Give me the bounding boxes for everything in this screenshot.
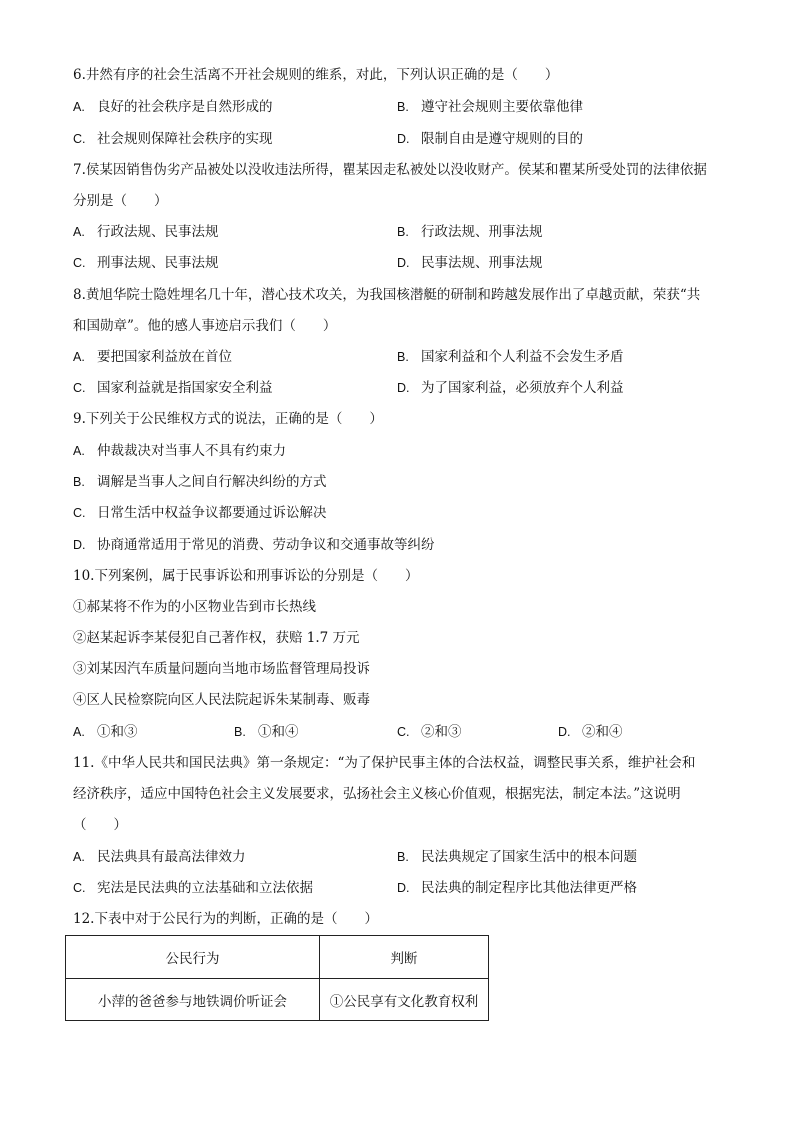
option-text: ②和④	[582, 724, 623, 740]
option-text: 为了国家利益，必须放弃个人利益	[421, 380, 624, 396]
q10-item-4: ④区人民检察院向区人民法院起诉朱某制毒、贩毒	[73, 692, 370, 708]
table-header-judgment: 判断	[320, 936, 489, 979]
q6-option-c[interactable]	[73, 129, 273, 149]
option-key: C.	[73, 881, 86, 895]
option-key: A.	[73, 100, 85, 114]
question-11-stem-line3: （ ）	[73, 817, 127, 833]
q8-option-b[interactable]	[397, 347, 624, 367]
option-key: B.	[397, 850, 409, 864]
option-key: B.	[397, 350, 409, 364]
q7-option-c[interactable]	[73, 253, 219, 273]
option-text: 仲裁裁决对当事人不具有约束力	[97, 443, 286, 459]
option-text: ①和③	[97, 724, 138, 740]
q8-option-a[interactable]	[73, 347, 232, 367]
question-7-stem-line2: 分别是（ ）	[73, 193, 168, 209]
option-key: A.	[73, 850, 85, 864]
q10-item-2: ②赵某起诉李某侵犯自己著作权，获赔 1.7 万元	[73, 630, 360, 646]
option-text: 国家利益就是指国家安全利益	[97, 380, 273, 396]
option-text: 刑事法规、民事法规	[97, 255, 219, 271]
table-header-behavior: 公民行为	[66, 936, 320, 979]
option-key: B.	[73, 475, 85, 489]
q10-option-d[interactable]	[558, 722, 623, 742]
option-text: 民法典的制定程序比其他法律更严格	[421, 880, 637, 896]
q10-item-1: ①郝某将不作为的小区物业告到市长热线	[73, 599, 316, 615]
option-text: 社会规则保障社会秩序的实现	[97, 131, 273, 147]
q8-option-d[interactable]	[397, 378, 624, 398]
question-8-stem-line2: 和国勋章”。他的感人事迹启示我们（ ）	[73, 318, 337, 334]
table-row	[66, 979, 489, 1021]
q10-item-3: ③刘某因汽车质量问题向当地市场监督管理局投诉	[73, 661, 370, 677]
q6-option-b[interactable]	[397, 97, 583, 117]
option-key: D.	[558, 725, 571, 739]
option-key: B.	[234, 725, 246, 739]
question-11-stem-line2: 经济秩序，适应中国特色社会主义发展要求，弘扬社会主义核心价值观，根据宪法，制定本法。”这说明	[73, 786, 681, 802]
q6-option-d[interactable]	[397, 129, 583, 149]
question-7-stem-line1: 7.侯某因销售伪劣产品被处以没收违法所得，瞿某因走私被处以没收财产。侯某和瞿某所受处罚的法律依据	[73, 162, 707, 178]
option-key: C.	[73, 506, 86, 520]
option-text: ①和④	[258, 724, 299, 740]
table-cell-behavior: 小萍的爸爸参与地铁调价听证会	[66, 979, 320, 1021]
option-key: D.	[397, 881, 410, 895]
option-text: 行政法规、民事法规	[97, 224, 219, 240]
option-key: D.	[397, 381, 410, 395]
option-key: C.	[397, 725, 410, 739]
q10-option-c[interactable]	[397, 722, 462, 742]
option-text: 日常生活中权益争议都要通过诉讼解决	[97, 505, 327, 521]
option-text: 行政法规、刑事法规	[421, 224, 543, 240]
question-9-stem: 9.下列关于公民维权方式的说法，正确的是（ ）	[73, 411, 383, 427]
q6-option-a[interactable]	[73, 97, 273, 117]
option-key: A.	[73, 225, 85, 239]
option-text: 民法典规定了国家生活中的根本问题	[421, 849, 637, 865]
option-key: B.	[397, 225, 409, 239]
q11-option-c[interactable]	[73, 878, 313, 898]
q7-option-d[interactable]	[397, 253, 543, 273]
table-cell-judgment: ①公民享有文化教育权利	[320, 979, 489, 1021]
option-key: A.	[73, 725, 85, 739]
option-text: 民法典具有最高法律效力	[97, 849, 246, 865]
question-10-stem: 10.下列案例，属于民事诉讼和刑事诉讼的分别是（ ）	[73, 568, 419, 584]
option-text: 协商通常适用于常见的消费、劳动争议和交通事故等纠纷	[97, 537, 435, 553]
option-text: 宪法是民法典的立法基础和立法依据	[97, 880, 313, 896]
option-key: B.	[397, 100, 409, 114]
option-text: 要把国家利益放在首位	[97, 349, 232, 365]
option-text: 限制自由是遵守规则的目的	[421, 131, 583, 147]
option-key: A.	[73, 350, 85, 364]
option-key: D.	[73, 538, 86, 552]
q9-option-c[interactable]	[73, 503, 327, 523]
question-6-stem: 6.井然有序的社会生活离不开社会规则的维系，对此，下列认识正确的是（ ）	[73, 67, 559, 83]
question-11-stem-line1: 11.《中华人民共和国民法典》第一条规定：“为了保护民事主体的合法权益，调整民事关系，维护社会和	[73, 755, 696, 771]
q11-option-b[interactable]	[397, 847, 637, 867]
option-text: 国家利益和个人利益不会发生矛盾	[421, 349, 624, 365]
behavior-judgment-table	[65, 935, 489, 1021]
question-12-stem: 12.下表中对于公民行为的判断，正确的是（ ）	[73, 911, 378, 927]
option-key: C.	[73, 132, 86, 146]
q9-option-b[interactable]	[73, 472, 327, 492]
option-key: D.	[397, 256, 410, 270]
option-key: A.	[73, 444, 85, 458]
option-key: D.	[397, 132, 410, 146]
q9-option-a[interactable]	[73, 441, 286, 461]
option-key: C.	[73, 256, 86, 270]
q7-option-b[interactable]	[397, 222, 543, 242]
q9-option-d[interactable]	[73, 535, 435, 555]
q7-option-a[interactable]	[73, 222, 219, 242]
q11-option-a[interactable]	[73, 847, 246, 867]
q8-option-c[interactable]	[73, 378, 273, 398]
q10-option-b[interactable]	[234, 722, 299, 742]
q10-option-a[interactable]	[73, 722, 138, 742]
option-text: ②和③	[421, 724, 462, 740]
q11-option-d[interactable]	[397, 878, 637, 898]
option-text: 民事法规、刑事法规	[421, 255, 543, 271]
option-text: 良好的社会秩序是自然形成的	[97, 99, 273, 115]
option-text: 调解是当事人之间自行解决纠纷的方式	[97, 474, 327, 490]
option-text: 遵守社会规则主要依靠他律	[421, 99, 583, 115]
question-8-stem-line1: 8.黄旭华院士隐姓埋名几十年，潜心技术攻关，为我国核潜艇的研制和跨越发展作出了卓越贡献，荣获“共	[73, 287, 701, 303]
table-header-row	[66, 936, 489, 979]
option-key: C.	[73, 381, 86, 395]
